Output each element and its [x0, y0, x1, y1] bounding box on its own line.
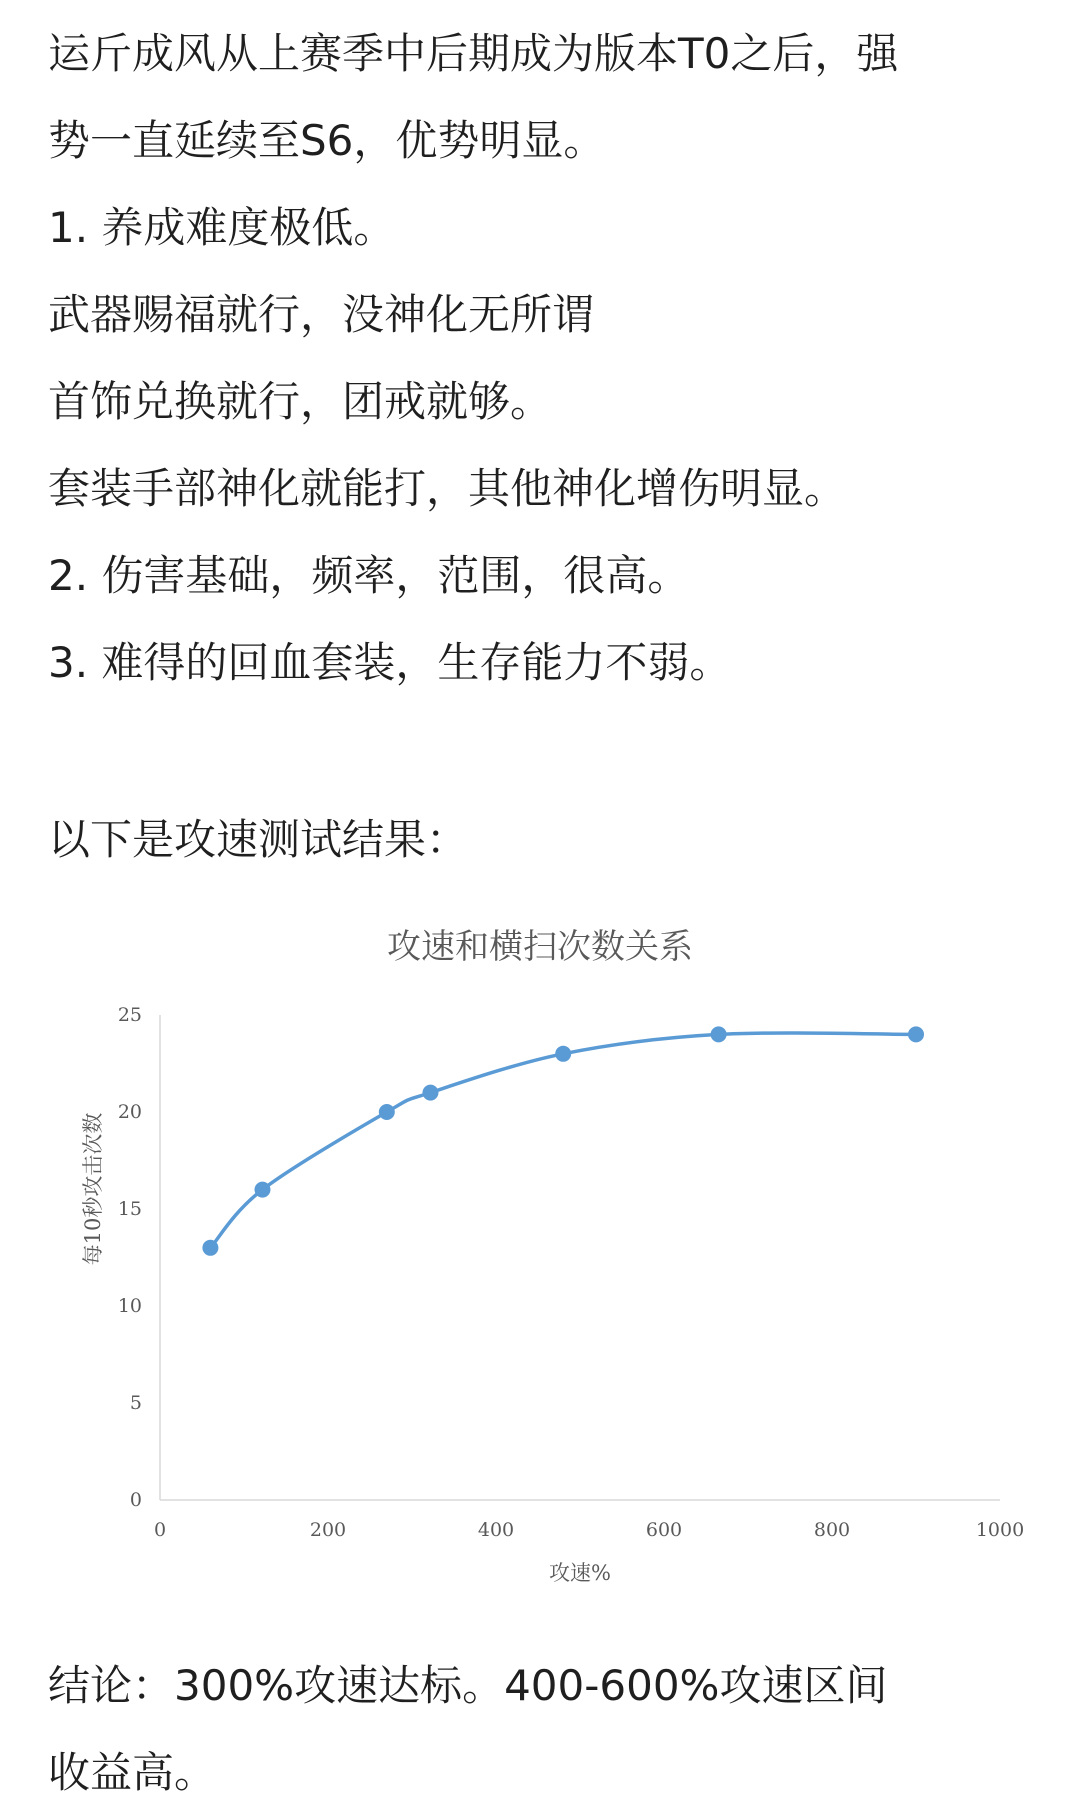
conclusion-line-2: 收益高。 [48, 1748, 217, 1797]
paragraph-9: 以下是攻速测试结果： [48, 815, 469, 864]
series-line [210, 1033, 916, 1248]
paragraph-7: 2. 伤害基础，频率，范围，很高。 [48, 551, 690, 600]
x-tick-labels [154, 1519, 1024, 1541]
chart-svg [0, 880, 1080, 1600]
chart-title: 攻速和横扫次数关系 [387, 927, 693, 967]
x-tick-label: 400 [477, 1519, 515, 1541]
data-point [422, 1085, 438, 1101]
data-point [711, 1026, 727, 1042]
y-tick-label: 10 [117, 1295, 142, 1317]
x-tick-label: 1000 [975, 1519, 1025, 1541]
paragraph-2: 势一直延续至S6，优势明显。 [48, 116, 606, 165]
x-axis-label: 攻速% [549, 1561, 611, 1585]
data-point [555, 1046, 571, 1062]
x-tick-label: 600 [645, 1519, 683, 1541]
data-point [379, 1104, 395, 1120]
paragraph-3: 1. 养成难度极低。 [48, 203, 396, 252]
data-point [254, 1182, 270, 1198]
y-axis-label: 每10秒攻击次数 [81, 1112, 105, 1266]
paragraph-5: 首饰兑换就行，团戒就够。 [48, 377, 553, 426]
data-point [908, 1026, 924, 1042]
y-tick-label: 0 [129, 1489, 142, 1511]
y-tick-label: 5 [129, 1392, 142, 1414]
paragraph-4: 武器赐福就行，没神化无所谓 [48, 290, 595, 339]
paragraph-1: 运斤成风从上赛季中后期成为版本T0之后，强 [48, 29, 899, 78]
x-tick-label: 200 [309, 1519, 347, 1541]
attack-speed-chart [0, 880, 1080, 1600]
x-tick-label: 800 [813, 1519, 851, 1541]
y-tick-labels [118, 1004, 142, 1511]
paragraph-6: 套装手部神化就能打，其他神化增伤明显。 [48, 464, 847, 513]
data-points [202, 1026, 924, 1255]
x-tick-label: 0 [153, 1519, 167, 1541]
paragraph-8: 3. 难得的回血套装，生存能力不弱。 [48, 638, 732, 687]
conclusion-line-1: 结论：300%攻速达标。400-600%攻速区间 [48, 1661, 888, 1710]
y-tick-label: 20 [117, 1101, 142, 1123]
y-tick-label: 15 [117, 1198, 142, 1220]
y-tick-label: 25 [117, 1004, 142, 1026]
data-point [202, 1240, 218, 1256]
